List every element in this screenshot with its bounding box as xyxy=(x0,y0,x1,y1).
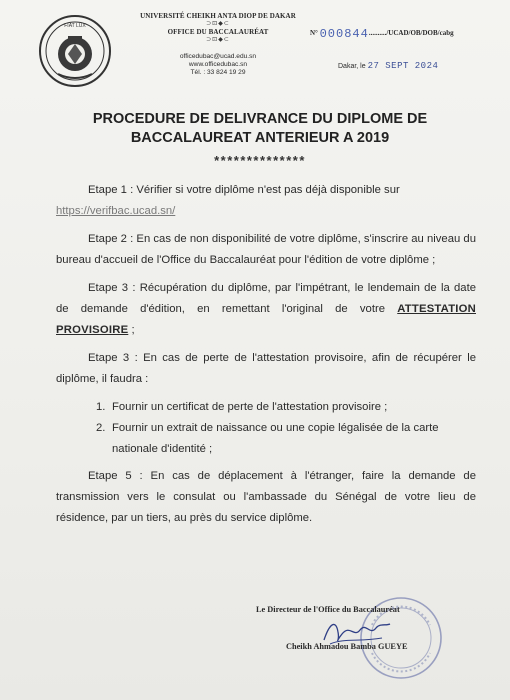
verifbac-link[interactable]: https://verifbac.ucad.sn/ xyxy=(56,205,176,217)
step-3 xyxy=(56,278,476,341)
university-name: UNIVERSITÉ CHEIKH ANTA DIOP DE DAKAR xyxy=(140,12,296,20)
ornament-bottom: ⊃⊡◆⊂ xyxy=(206,37,230,43)
signatory-name: Cheikh Ahmadou Bamba GUEYE xyxy=(286,642,408,651)
dateline xyxy=(338,61,438,71)
attestation-provisoire-emphasis: ATTESTATION PROVISOIRE xyxy=(56,303,476,336)
svg-text:FIAT LUX: FIAT LUX xyxy=(64,23,86,29)
reference-prefix: N° xyxy=(310,29,318,37)
step-3-end: ; xyxy=(128,324,135,336)
list-item-text: Fournir un extrait de naissance ou une copie légalisée de la carte nationale d'identité ; xyxy=(112,422,439,455)
signatory-title: Le Directeur de l'Office du Baccalauréat xyxy=(256,605,400,614)
step-1 xyxy=(56,180,476,222)
title-line-2: BACCALAUREAT ANTERIEUR A 2019 xyxy=(130,130,390,147)
reference-number xyxy=(310,27,454,41)
step-1-text: Etape 1 : Vérifier si votre diplôme n'est pas déjà disponible sur xyxy=(88,184,400,196)
list-item-text: Fournir un certificat de perte de l'attestation provisoire ; xyxy=(112,401,388,413)
date-stamp: 27 SEPT 2024 xyxy=(367,61,439,71)
office-name: OFFICE DU BACCALAURÉAT xyxy=(167,28,269,37)
ornament-top: ⊃⊡◆⊂ xyxy=(206,20,230,27)
ucad-seal-icon xyxy=(38,14,112,88)
list-item-number: 2. xyxy=(96,422,106,434)
letterhead xyxy=(138,12,298,77)
document-title xyxy=(60,110,460,148)
step-2: Etape 2 : En cas de non disponibilité de votre diplôme, s'inscrire au niveau du bureau d'accueil de l'Office du Baccalauréat pour l'édition de votre diplôme ; xyxy=(56,233,476,266)
step-3-text: Etape 3 : Récupération du diplôme, par l'impétrant, le lendemain de la date de demande d'édition, en remettant l'original de votre xyxy=(56,282,476,315)
title-line-1: PROCEDURE DE DELIVRANCE DU DIPLOME DE xyxy=(92,111,428,127)
list-item xyxy=(96,418,476,460)
document-body xyxy=(56,180,476,536)
step-4: Etape 3 : En cas de perte de l'attestation provisoire, afin de récupérer le diplôme, il faudra : xyxy=(56,352,476,385)
reference-suffix: ........../UCAD/OB/DOB/cabg xyxy=(368,29,454,37)
list-item xyxy=(96,397,476,418)
title-separator: ************** xyxy=(214,153,306,168)
reference-stamp-number: 000844 xyxy=(319,27,369,41)
step-4-list xyxy=(56,397,476,460)
list-item-number: 1. xyxy=(96,401,106,413)
website: www.officedubac.sn xyxy=(188,60,248,68)
step-5: Etape 5 : En cas de déplacement à l'étranger, faire la demande de transmission vers le consulat ou l'ambassade du Sénégal de votre lieu de résidence, par un tiers, au près du service diplôme. xyxy=(56,470,476,524)
email: officedubac@ucad.edu.sn xyxy=(179,52,257,60)
phone: Tél. : 33 824 19 29 xyxy=(190,68,246,76)
date-place: Dakar, le xyxy=(338,63,366,70)
